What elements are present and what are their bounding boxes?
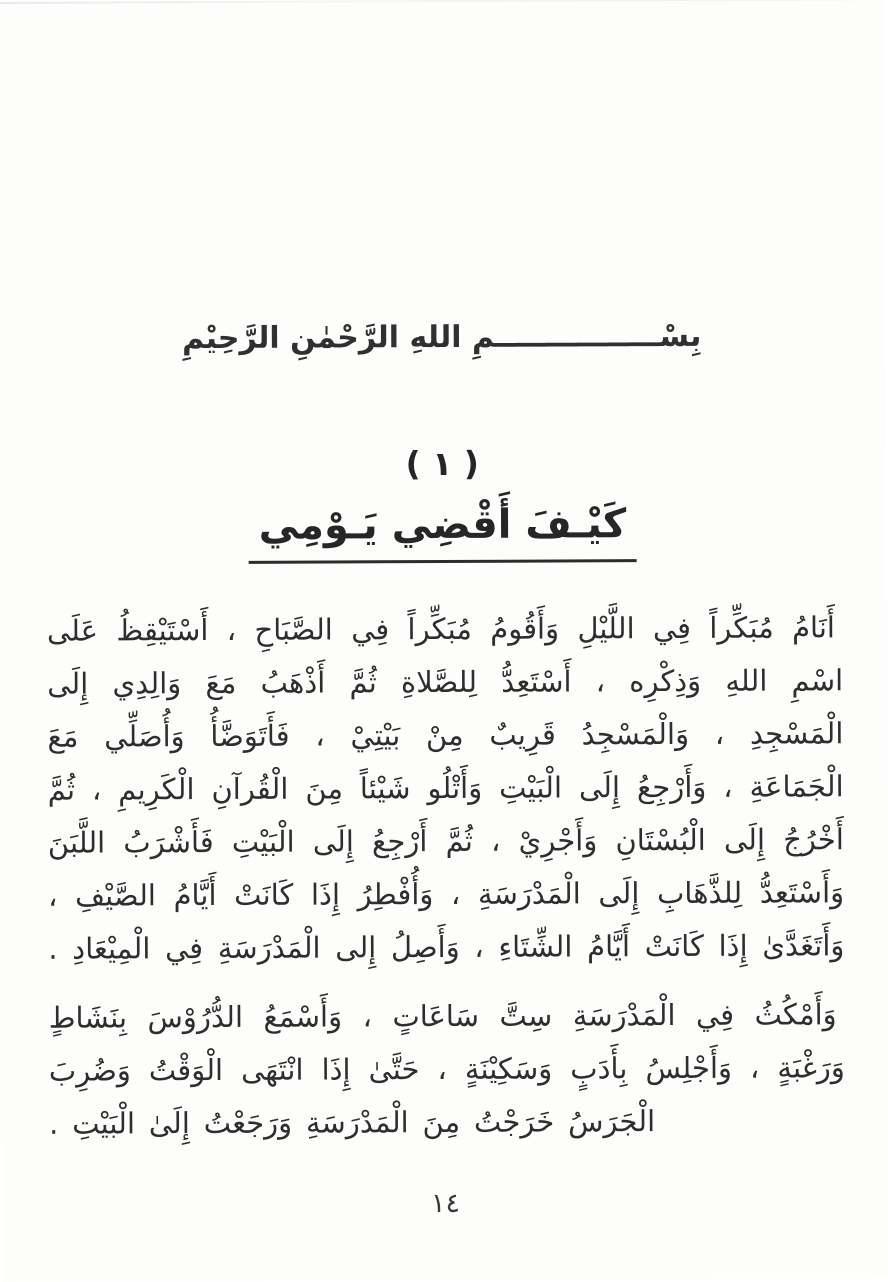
body-text-line: الْمَسْجِدِ ، وَالْمَسْجِدُ قَرِيبٌ مِنْ بَيْتِيْ ، فَأَتَوَضَّأُ وَأُصَلِّي مَعَ bbox=[48, 716, 845, 754]
scan-edge-artifact bbox=[0, 0, 885, 4]
body-text-line: وَأَتَغَدَّىٰ إِذَا كَانَتْ أَيَّامُ الشِّتَاءِ ، وَأَصِلُ إِلى الْمَدْرَسَةِ فِي الْمِيْعَادِ . bbox=[49, 928, 846, 966]
body-text-line: الْجَرَسُ خَرَجْتُ مِنَ الْمَدْرَسَةِ وَرَجَعْتُ إِلَىٰ الْبَيْتِ . bbox=[50, 1104, 657, 1141]
body-text-line: الْجَمَاعَةِ ، وَأَرْجِعُ إِلَى الْبَيْتِ وَأَتْلُو شَيْئاً مِنَ الْقُرآنِ الْكَرِيمِ ، ثُمَّ bbox=[48, 769, 845, 807]
title-container bbox=[0, 500, 888, 565]
body-text-line: وَأَمْكُثُ فِي الْمَدْرَسَةِ سِتَّ سَاعَاتٍ ، وَأَسْمَعُ الدُّرُوْسَ بِنَشَاطٍ bbox=[49, 997, 838, 1035]
body-text-line: أَنَامُ مُبَكِّراً فِي اللَّيْلِ وَأَقُومُ مُبَكِّراً فِي الصَّبَاحِ ، أَسْتَيْقِظُ عَلَى bbox=[47, 610, 837, 648]
body-text-line: وَأَسْتَعِدُّ لِلذَّهَابِ إِلَى الْمَدْرَسَةِ ، وَأُفْطِرُ إِذَا كَانَتْ أَيَّامُ الصَّيْفِ ، bbox=[49, 875, 846, 913]
lesson-number: ( ١ ) bbox=[406, 443, 480, 484]
page-number: ١٤ bbox=[431, 1187, 462, 1220]
body-text-line: وَرَغْبَةٍ ، وَأَجْلِسُ بِأَدَبٍ وَسَكِيْنَةٍ ، حَتَّىٰ إِذَا انْتَهَى الْوَقْتُ وَضُرِبَ bbox=[49, 1050, 846, 1088]
lesson-body-text bbox=[48, 602, 846, 1151]
page-title: كَيْـفَ أَقْضِي يَـوْمِي bbox=[250, 501, 638, 564]
body-text-line: أَخْرُجُ إِلَى الْبُسْتَانِ وَأَجْرِيْ ، ثُمَّ أَرْجِعُ إِلَى الْبَيْتِ فَأَشْرَبُ اللَّبَنَ bbox=[48, 822, 845, 860]
body-text-line: اسْمِ اللهِ وَذِكْرِه ، أَسْتَعِدُّ لِلصَّلاةِ ثُمَّ أَذْهَبُ مَعَ وَالِدِي إِلَى bbox=[48, 663, 845, 701]
bismillah-calligraphy: بِسْــــــــــــــــمِ اللهِ الرَّحْمٰنِ الرَّحِيْمِ bbox=[182, 318, 703, 357]
